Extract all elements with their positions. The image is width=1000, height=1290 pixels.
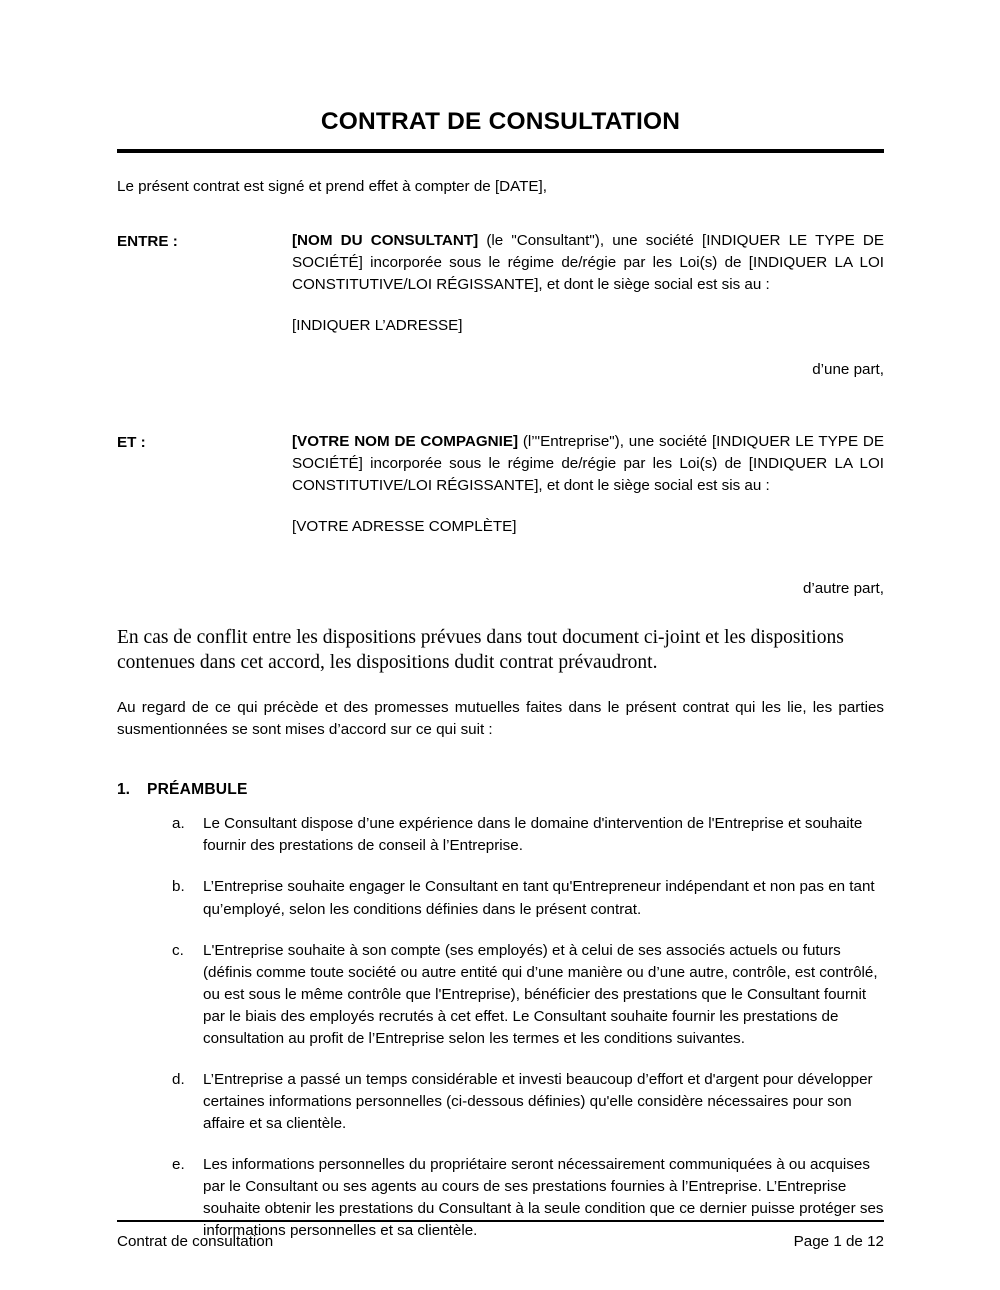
page-title: CONTRAT DE CONSULTATION [320, 108, 681, 135]
consultant-side-note: d’une part, [812, 361, 884, 379]
consultant-name-placeholder: [NOM DU CONSULTANT] [292, 232, 479, 250]
document-content [117, 0, 884, 1242]
list-item-text: L’Entreprise souhaite engager le Consultant en tant qu'Entrepreneur indépendant et non pas en tant qu’employé, selon les conditions définies dans le présent contrat. [203, 878, 875, 918]
company-address-placeholder: [VOTRE ADRESSE COMPLÈTE] [292, 518, 517, 536]
party-label-company: ET : [117, 434, 146, 452]
list-item-text: L'Entreprise souhaite à son compte (ses employés) et à celui de ses associés actuels ou futurs (définis comme toute société ou autre entité qui d’une manière ou d’une autre, contrôle, est contrôlé, ou est sous le même contrôle que l'Entreprise), bénéficier des prestations que le Consultant fournit par le biais des employés recrutés à cet effet. Le Consultant souhaite fournir les prestations de consultation au profit de l’Entreprise selon les termes et les conditions suivantes. [203, 941, 878, 1047]
party-block-company [117, 431, 884, 538]
section-heading-preambule [117, 781, 884, 799]
list-item [117, 940, 884, 1050]
footer-divider [117, 1220, 884, 1222]
list-item-marker: b. [172, 878, 185, 896]
conflict-clause-paragraph: En cas de conflit entre les dispositions prévues dans tout document ci-joint et les dispositions contenues dans cet accord, les dispositions dudit contrat prévaudront. [117, 626, 844, 674]
footer-document-name: Contrat de consultation [117, 1232, 274, 1250]
party-body-company [292, 431, 884, 538]
party-body-consultant [292, 230, 884, 337]
list-item-marker: e. [172, 1155, 185, 1173]
company-name-placeholder: [VOTRE NOM DE COMPAGNIE] [292, 433, 519, 451]
list-item-text: Les informations personnelles du propriétaire seront nécessairement communiquées à ou acquises par le Consultant ou ses agents au cours de ses prestations fournies à l’Entreprise. L’Entreprise souhaite obtenir les prestations du Consultant à la seule condition que ce dernier puisse protéger ses informations personnelles et sa clientèle. [203, 1155, 884, 1239]
list-item-marker: c. [172, 941, 184, 959]
consultant-address-placeholder: [INDIQUER L’ADRESSE] [292, 317, 463, 335]
list-item-text: L’Entreprise a passé un temps considérable et investi beaucoup d’effort et d'argent pour développer certaines informations personnelles (ci-dessous définies) qu'elle considère nécessaires pour son affaire et sa clientèle. [203, 1070, 873, 1132]
page-footer [117, 1220, 884, 1252]
list-item [117, 876, 884, 920]
footer-row [117, 1231, 884, 1252]
section-number: 1. [117, 781, 131, 799]
list-item [117, 813, 884, 857]
party-label-consultant: ENTRE : [117, 233, 178, 251]
party-block-consultant [117, 230, 884, 337]
consultant-description: (le "Consultant"), une société [INDIQUER LE TYPE DE SOCIÉTÉ] incorporée sous le régime de/régie par les Loi(s) de [INDIQUER LA LOI CONSTITUTIVE/LOI RÉGISSANTE], et dont le siège social est sis au : [292, 232, 885, 294]
preambule-list [117, 813, 884, 1242]
list-item-text: Le Consultant dispose d’une expérience dans le domaine d'intervention de l'Entreprise et souhaite fournir des prestations de conseil à l’Entreprise. [203, 815, 863, 855]
recital-paragraph: Au regard de ce qui précède et des promesses mutuelles faites dans le présent contrat qui les lie, les parties susmentionnées se sont mises d’accord sur ce qui suit : [117, 699, 884, 739]
list-item-marker: d. [172, 1070, 185, 1088]
section-title: PRÉAMBULE [147, 781, 248, 799]
list-item [117, 1069, 884, 1135]
footer-page-number: Page 1 de 12 [793, 1232, 884, 1250]
intro-paragraph: Le présent contrat est signé et prend effet à compter de [DATE], [117, 178, 547, 196]
title-divider [117, 149, 884, 153]
company-side-note: d’autre part, [802, 580, 884, 598]
list-item-marker: a. [172, 815, 185, 833]
company-description: (l’"Entreprise"), une société [INDIQUER LE TYPE DE SOCIÉTÉ] incorporée sous le régime de/régie par les Loi(s) de [INDIQUER LA LOI CONSTITUTIVE/LOI RÉGISSANTE], et dont le siège social est sis au : [292, 433, 885, 495]
